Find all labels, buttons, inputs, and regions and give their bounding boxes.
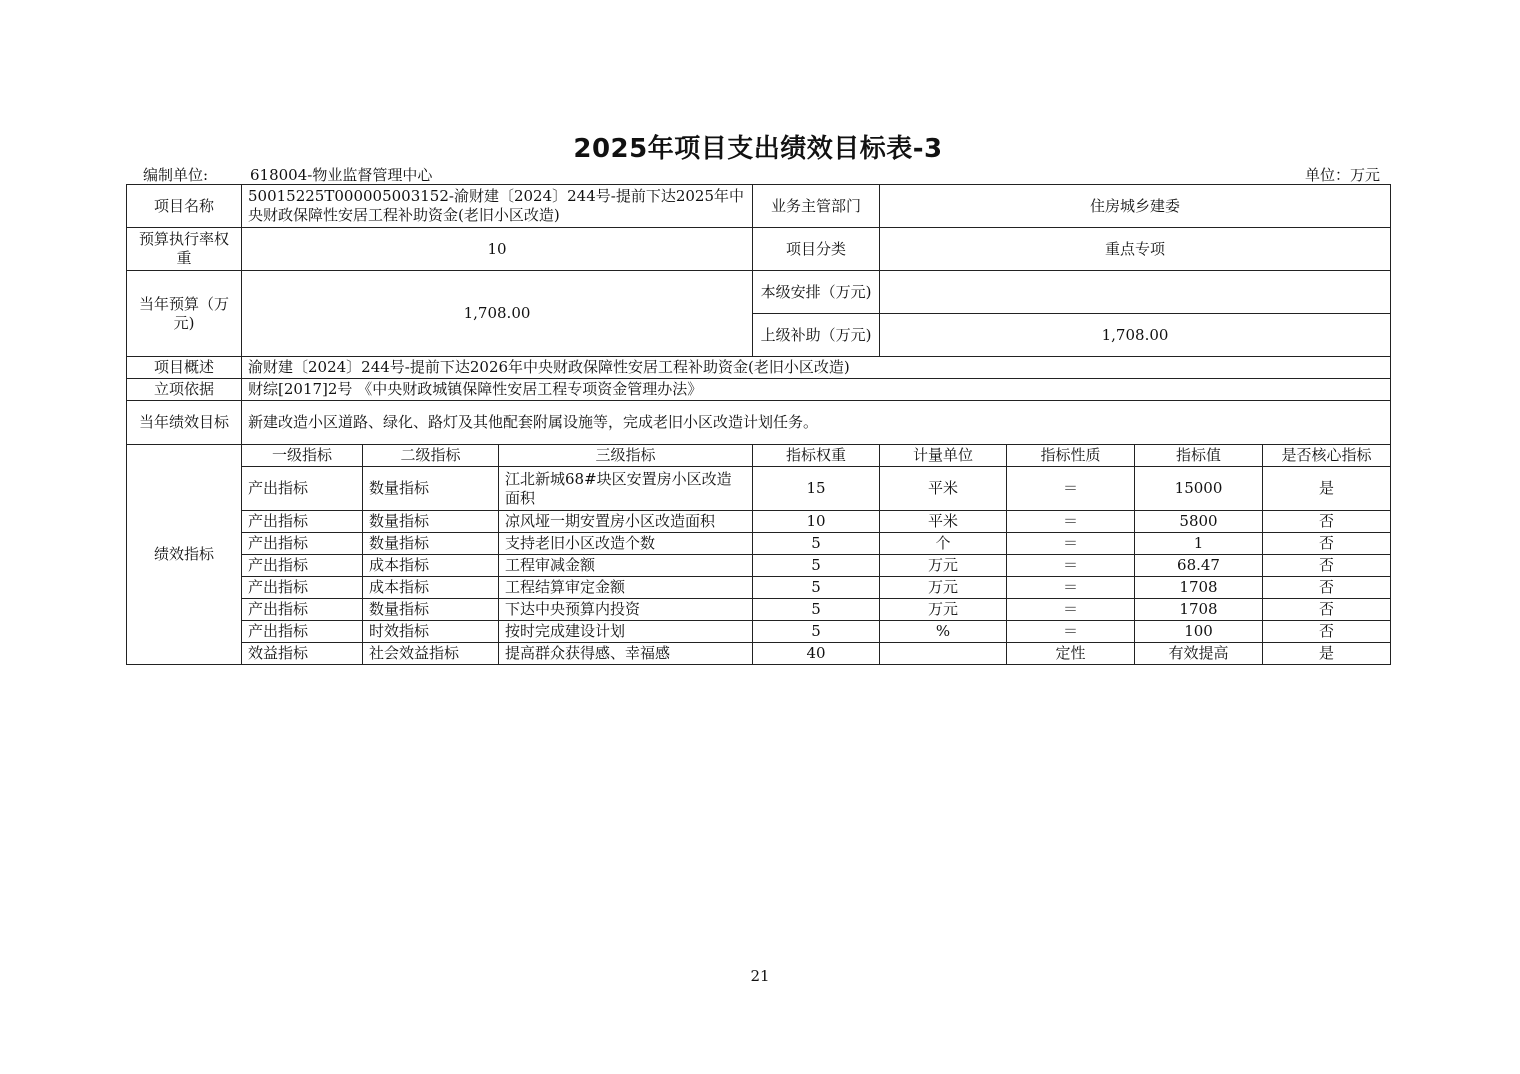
row-weight: 40	[753, 643, 880, 665]
row-unit	[880, 643, 1007, 665]
table-row	[127, 621, 1391, 643]
row-weight: 5	[753, 533, 880, 555]
local-label: 本级安排（万元)	[753, 271, 880, 314]
row-weight: 15	[753, 467, 880, 511]
row-l3: 下达中央预算内投资	[499, 599, 753, 621]
row-unit: 万元	[880, 599, 1007, 621]
page-number: 21	[750, 967, 770, 985]
row-nature: ＝	[1007, 555, 1135, 577]
table-row	[127, 533, 1391, 555]
table-row	[127, 599, 1391, 621]
row-unit: 平米	[880, 511, 1007, 533]
dept-label: 业务主管部门	[753, 185, 880, 228]
row-l1: 产出指标	[242, 599, 363, 621]
row-unit: 万元	[880, 577, 1007, 599]
row-l3: 提高群众获得感、幸福感	[499, 643, 753, 665]
row-nature: ＝	[1007, 533, 1135, 555]
exec-weight-label: 预算执行率权重	[127, 228, 242, 271]
row-value: 15000	[1135, 467, 1263, 511]
overview-label: 项目概述	[127, 357, 242, 379]
header-nature: 指标性质	[1007, 445, 1135, 467]
header-l1: 一级指标	[242, 445, 363, 467]
header-l2: 二级指标	[363, 445, 499, 467]
row-l2: 数量指标	[363, 467, 499, 511]
row-l3: 江北新城68#块区安置房小区改造面积	[499, 467, 753, 511]
budget-value: 1,708.00	[242, 271, 753, 357]
exec-weight-value: 10	[242, 228, 753, 271]
row-l3: 支持老旧小区改造个数	[499, 533, 753, 555]
row-l2: 社会效益指标	[363, 643, 499, 665]
row-nature: 定性	[1007, 643, 1135, 665]
row-core: 否	[1263, 621, 1391, 643]
row-value: 5800	[1135, 511, 1263, 533]
basis-label: 立项依据	[127, 379, 242, 401]
header-weight: 指标权重	[753, 445, 880, 467]
row-nature: ＝	[1007, 599, 1135, 621]
header-l3: 三级指标	[499, 445, 753, 467]
currency-unit: 单位：万元	[1304, 166, 1380, 184]
row-unit: 平米	[880, 467, 1007, 511]
local-value	[880, 271, 1391, 314]
row-l1: 产出指标	[242, 533, 363, 555]
row-project-name	[127, 185, 1391, 228]
row-l1: 产出指标	[242, 555, 363, 577]
row-unit: 万元	[880, 555, 1007, 577]
row-l1: 产出指标	[242, 621, 363, 643]
row-weight: 10	[753, 511, 880, 533]
row-l1: 产出指标	[242, 467, 363, 511]
row-unit: 个	[880, 533, 1007, 555]
header-value: 指标值	[1135, 445, 1263, 467]
row-l2: 成本指标	[363, 555, 499, 577]
row-weight: 5	[753, 621, 880, 643]
project-name-label: 项目名称	[127, 185, 242, 228]
row-core: 否	[1263, 599, 1391, 621]
row-weight: 5	[753, 577, 880, 599]
row-l2: 时效指标	[363, 621, 499, 643]
row-core: 否	[1263, 511, 1391, 533]
header-unit: 计量单位	[880, 445, 1007, 467]
row-value: 1708	[1135, 599, 1263, 621]
indicator-header-row	[127, 445, 1391, 467]
goal-label: 当年绩效目标	[127, 401, 242, 445]
row-value: 1	[1135, 533, 1263, 555]
row-basis	[127, 379, 1391, 401]
category-label: 项目分类	[753, 228, 880, 271]
upper-label: 上级补助（万元)	[753, 314, 880, 357]
row-value: 100	[1135, 621, 1263, 643]
table-row	[127, 467, 1391, 511]
row-l2: 数量指标	[363, 533, 499, 555]
row-nature: ＝	[1007, 577, 1135, 599]
category-value: 重点专项	[880, 228, 1391, 271]
row-l3: 凉风垭一期安置房小区改造面积	[499, 511, 753, 533]
upper-value: 1,708.00	[880, 314, 1391, 357]
compiler-value: 618004-物业监督管理中心	[250, 166, 433, 184]
basis-value: 财综[2017]2号 《中央财政城镇保障性安居工程专项资金管理办法》	[242, 379, 1391, 401]
row-goal	[127, 401, 1391, 445]
row-core: 否	[1263, 555, 1391, 577]
table-row	[127, 577, 1391, 599]
page-title: 2025年项目支出绩效目标表-3	[573, 134, 943, 164]
row-value: 68.47	[1135, 555, 1263, 577]
table-row	[127, 643, 1391, 665]
row-value: 有效提高	[1135, 643, 1263, 665]
row-l3: 按时完成建设计划	[499, 621, 753, 643]
row-nature: ＝	[1007, 467, 1135, 511]
row-l1: 产出指标	[242, 511, 363, 533]
project-name: 50015225T000005003152-渝财建〔2024〕244号-提前下达2025年中央财政保障性安居工程补助资金(老旧小区改造)	[242, 185, 753, 228]
row-l2: 数量指标	[363, 599, 499, 621]
table-row	[127, 555, 1391, 577]
row-budget	[127, 271, 1391, 314]
row-nature: ＝	[1007, 621, 1135, 643]
row-core: 否	[1263, 533, 1391, 555]
header-core: 是否核心指标	[1263, 445, 1391, 467]
row-l1: 效益指标	[242, 643, 363, 665]
dept-value: 住房城乡建委	[880, 185, 1391, 228]
row-l3: 工程审减金额	[499, 555, 753, 577]
row-l1: 产出指标	[242, 577, 363, 599]
row-l3: 工程结算审定金额	[499, 577, 753, 599]
row-l2: 成本指标	[363, 577, 499, 599]
row-core: 否	[1263, 577, 1391, 599]
overview-value: 渝财建〔2024〕244号-提前下达2026年中央财政保障性安居工程补助资金(老旧小区改造)	[242, 357, 1391, 379]
row-exec-weight	[127, 228, 1391, 271]
compiler-label: 编制单位:	[143, 166, 209, 184]
row-core: 是	[1263, 643, 1391, 665]
row-value: 1708	[1135, 577, 1263, 599]
budget-label: 当年预算（万元)	[127, 271, 242, 357]
performance-table	[126, 184, 1391, 665]
row-weight: 5	[753, 555, 880, 577]
row-core: 是	[1263, 467, 1391, 511]
row-nature: ＝	[1007, 511, 1135, 533]
row-l2: 数量指标	[363, 511, 499, 533]
goal-value: 新建改造小区道路、绿化、路灯及其他配套附属设施等，完成老旧小区改造计划任务。	[242, 401, 1391, 445]
row-weight: 5	[753, 599, 880, 621]
row-unit: %	[880, 621, 1007, 643]
row-overview	[127, 357, 1391, 379]
table-row	[127, 511, 1391, 533]
indicator-section-label: 绩效指标	[127, 445, 242, 665]
